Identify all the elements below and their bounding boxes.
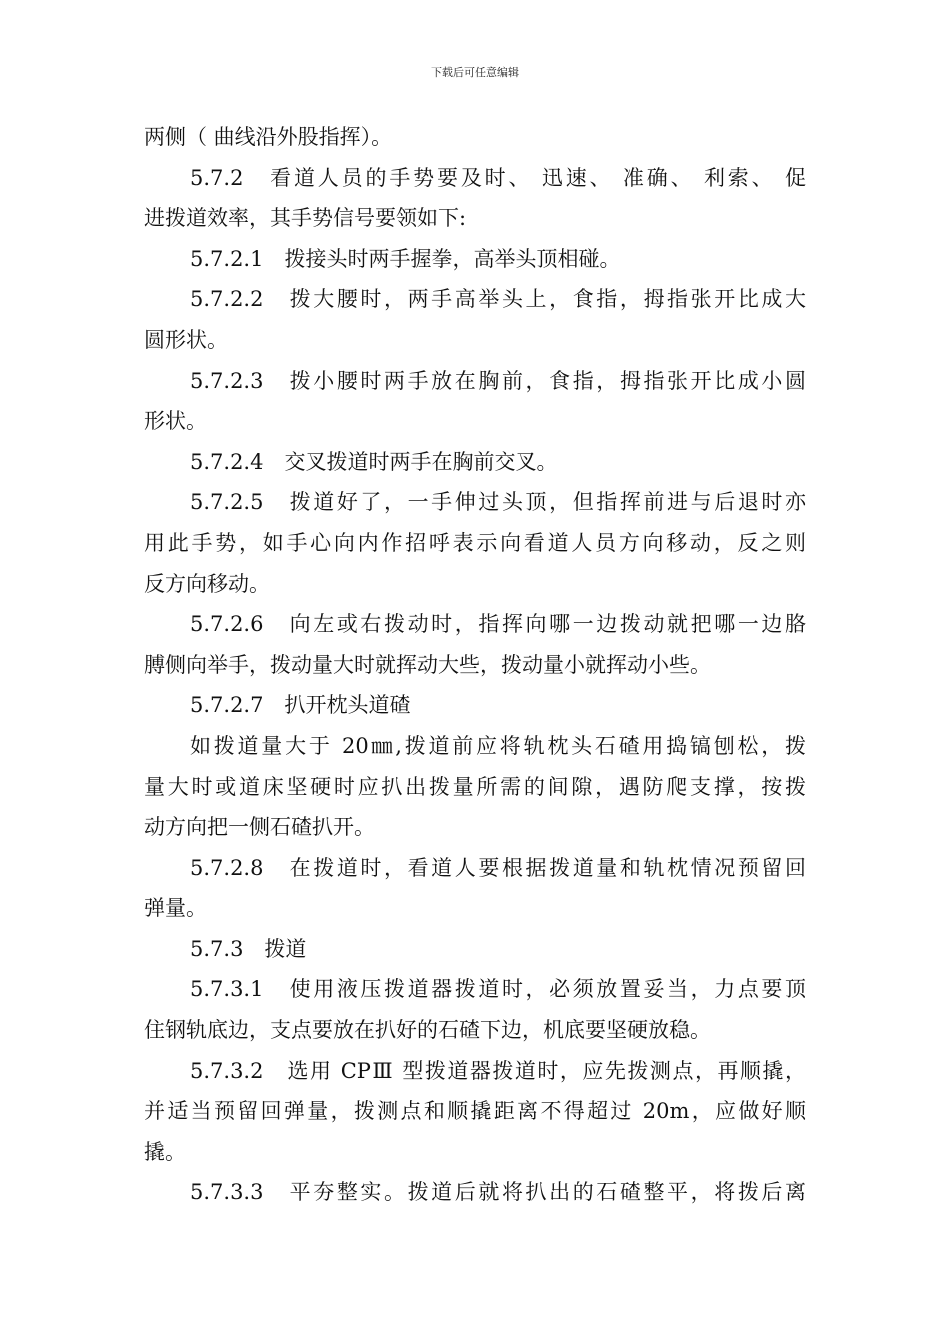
text-line: 5.7.2.7 扒开枕头道碴 <box>190 693 411 718</box>
text-line: 5.7.3.1 使用液压拨道器拨道时，必须放置妥当，力点要顶 <box>190 977 806 1002</box>
text-line: 用此手势，如手心向内作招呼表示向看道人员方向移动，反之则 <box>144 530 806 555</box>
text-line: 5.7.3 拨道 <box>190 936 307 961</box>
text-line: 量大时或道床坚硬时应扒出拨量所需的间隙，遇防爬支撑，按拨 <box>144 774 806 799</box>
text-line: 圆形状。 <box>144 327 228 352</box>
text-line: 5.7.2.6 向左或右拨动时，指挥向哪一边拨动就把哪一边胳 <box>190 612 806 637</box>
text-line: 住钢轨底边，支点要放在扒好的石碴下边，机底要坚硬放稳。 <box>144 1018 711 1043</box>
text-line: 5.7.3.2 选用 CPⅢ 型拨道器拨道时，应先拨测点，再顺撬， <box>190 1058 806 1083</box>
text-line: 5.7.3.3 平夯整实。拨道后就将扒出的石碴整平，将拨后离 <box>190 1180 806 1205</box>
document-body <box>144 117 806 1213</box>
text-line: 膊侧向举手，拨动量大时就挥动大些，拨动量小就挥动小些。 <box>144 652 711 677</box>
text-line: 5.7.2.2 拨大腰时，两手高举头上，食指，拇指张开比成大 <box>190 287 806 312</box>
text-line: 形状。 <box>144 409 207 434</box>
text-line: 5.7.2.5 拨道好了，一手伸过头顶，但指挥前进与后退时亦 <box>190 490 806 515</box>
text-line: 反方向移动。 <box>144 571 270 596</box>
text-line: 5.7.2 看道人员的手势要及时、 迅速、 准确、 利索、 促 <box>190 165 806 190</box>
text-line: 弹量。 <box>144 896 207 921</box>
page-header: 下载后可任意编辑 <box>431 66 519 79</box>
text-line: 5.7.2.1 拨接头时两手握拳，高举头顶相碰。 <box>190 246 621 271</box>
text-line: 5.7.2.4 交叉拨道时两手在胸前交叉。 <box>190 449 558 474</box>
text-line: 撬。 <box>144 1139 186 1164</box>
text-line: 5.7.2.3 拨小腰时两手放在胸前，食指，拇指张开比成小圆 <box>190 368 806 393</box>
text-line: 如拨道量大于 20㎜,拨道前应将轨枕头石碴用捣镐刨松，拨 <box>190 733 806 758</box>
text-line: 两侧（ 曲线沿外股指挥）。 <box>144 125 393 149</box>
text-line: 动方向把一侧石碴扒开。 <box>144 815 375 840</box>
text-line: 5.7.2.8 在拨道时，看道人要根据拨道量和轨枕情况预留回 <box>190 855 806 880</box>
text-line: 并适当预留回弹量，拨测点和顺撬距离不得超过 20m，应做好顺 <box>144 1099 806 1124</box>
text-line: 进拨道效率，其手势信号要领如下: <box>144 206 467 231</box>
